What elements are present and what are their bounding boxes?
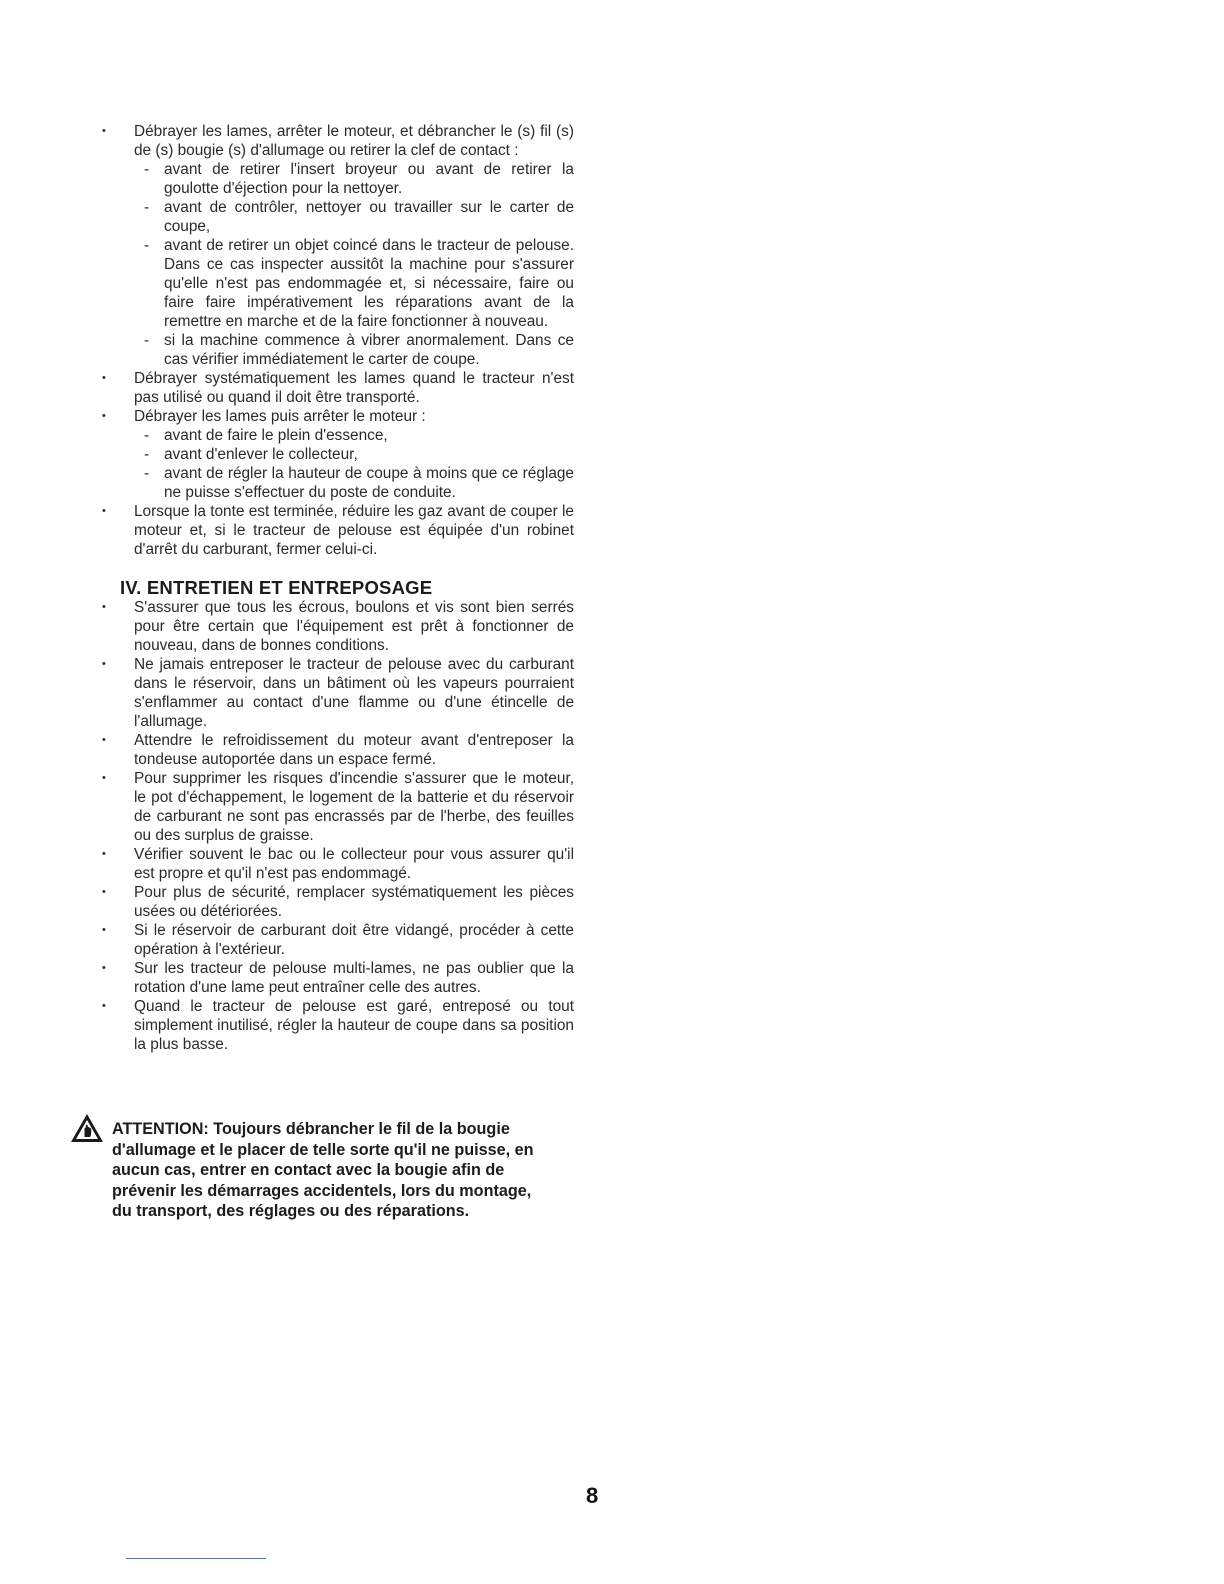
safety-list-top: [100, 122, 574, 559]
bullet-icon: •: [102, 962, 106, 974]
dash-icon: -: [144, 332, 150, 349]
list-item-text: Lorsque la tonte est terminée, réduire les gaz avant de couper le moteur et, si le tracteur de pelouse est équipée d'un robinet d'arrêt du carburant, fermer celui-ci.: [134, 503, 574, 558]
list-item: [100, 921, 574, 959]
list-item: [100, 655, 574, 731]
sub-list-item: [100, 445, 574, 464]
bullet-icon: •: [102, 924, 106, 936]
list-item-text: Ne jamais entreposer le tracteur de pelouse avec du carburant dans le réservoir, dans un bâtiment où les vapeurs pourraient s'enflammer au contact d'une flamme ou d'une étincelle de l'allumage.: [134, 656, 574, 730]
list-item: [100, 883, 574, 921]
list-item: [100, 959, 574, 997]
dash-icon: -: [144, 237, 150, 254]
list-item-text: Pour supprimer les risques d'incendie s'assurer que le moteur, le pot d'échappement, le logement de la batterie et du réservoir de carburant ne sont pas encrassés par de l'herbe, des feuilles ou des surplus de graisse.: [134, 770, 574, 844]
sub-list-item-text: avant de régler la hauteur de coupe à moins que ce réglage ne puisse s'effectuer du poste de conduite.: [164, 465, 574, 501]
list-item-text: Vérifier souvent le bac ou le collecteur pour vous assurer qu'il est propre et qu'il n'est pas endommagé.: [134, 846, 574, 882]
bullet-icon: •: [102, 658, 106, 670]
list-item-text: Débrayer systématiquement les lames quand le tracteur n'est pas utilisé ou quand il doit être transporté.: [134, 370, 574, 406]
sub-list-item-text: avant de retirer un objet coincé dans le tracteur de pelouse. Dans ce cas inspecter aussitôt la machine pour s'assurer qu'elle n'est pas endommagée et, si nécessaire, faire ou faire faire impérativement les réparations avant de la remettre en marche et de la faire fonctionner à nouveau.: [164, 237, 574, 330]
bullet-icon: •: [102, 886, 106, 898]
sub-list-item: [100, 331, 574, 369]
list-item-text: Attendre le refroidissement du moteur avant d'entreposer la tondeuse autoportée dans un espace fermé.: [134, 732, 574, 768]
list-item-text: Débrayer les lames, arrêter le moteur, et débrancher le (s) fil (s) de (s) bougie (s) d'allumage ou retirer la clef de contact :: [134, 123, 574, 159]
dash-icon: -: [144, 161, 150, 178]
list-item: [100, 731, 574, 769]
section-heading: IV. ENTRETIEN ET ENTREPOSAGE: [120, 577, 433, 598]
list-item: [100, 122, 574, 160]
bullet-icon: •: [102, 505, 106, 517]
list-item: [100, 407, 574, 426]
list-item-text: Débrayer les lames puis arrêter le moteur :: [134, 408, 426, 425]
sub-list-item: [100, 236, 574, 331]
list-item: [100, 502, 574, 559]
page-number: 8: [586, 1483, 599, 1508]
list-item-text: Si le réservoir de carburant doit être vidangé, procéder à cette opération à l'extérieur.: [134, 922, 574, 958]
dash-icon: -: [144, 465, 150, 482]
attention-text: ATTENTION: Toujours débrancher le fil de la bougie d'allumage et le placer de telle sorte qu'il ne puisse, en aucun cas, entrer en contact avec la bougie afin de prévenir les démarrages accidentels, lors du montage, du transport, des réglages ou des réparations.: [112, 1120, 534, 1220]
list-item: [100, 598, 574, 655]
bullet-icon: •: [102, 125, 106, 137]
warning-triangle-icon: [70, 1113, 104, 1143]
bullet-icon: •: [102, 601, 106, 613]
bullet-icon: •: [102, 410, 106, 422]
footer-rule: [126, 1558, 266, 1559]
list-item: [100, 769, 574, 845]
sub-list-item: [100, 426, 574, 445]
list-item-text: Quand le tracteur de pelouse est garé, entreposé ou tout simplement inutilisé, régler la hauteur de coupe dans sa position la plus basse.: [134, 998, 574, 1053]
dash-icon: -: [144, 199, 150, 216]
list-item-text: Sur les tracteur de pelouse multi-lames, ne pas oublier que la rotation d'une lame peut entraîner celle des autres.: [134, 960, 574, 996]
dash-icon: -: [144, 427, 150, 444]
sub-list-item-text: avant d'enlever le collecteur,: [164, 446, 358, 463]
bullet-icon: •: [102, 734, 106, 746]
list-item-text: S'assurer que tous les écrous, boulons et vis sont bien serrés pour être certain que l'équipement est prêt à fonctionner de nouveau, dans de bonnes conditions.: [134, 599, 574, 654]
bullet-icon: •: [102, 372, 106, 384]
sub-list-item-text: avant de contrôler, nettoyer ou travailler sur le carter de coupe,: [164, 199, 574, 235]
bullet-icon: •: [102, 848, 106, 860]
dash-icon: -: [144, 446, 150, 463]
sub-list-item: [100, 160, 574, 198]
attention-warning: [70, 1119, 550, 1222]
list-item: [100, 845, 574, 883]
sub-list-item-text: avant de retirer l'insert broyeur ou avant de retirer la goulotte d'éjection pour la nettoyer.: [164, 161, 574, 197]
bullet-icon: •: [102, 1000, 106, 1012]
list-item: [100, 997, 574, 1054]
text-column: [100, 122, 574, 1054]
sub-list-item: [100, 464, 574, 502]
sub-list-item-text: si la machine commence à vibrer anormalement. Dans ce cas vérifier immédiatement le carter de coupe.: [164, 332, 574, 368]
sub-list-item-text: avant de faire le plein d'essence,: [164, 427, 388, 444]
bullet-icon: •: [102, 772, 106, 784]
maintenance-list: [100, 598, 574, 1054]
list-item-text: Pour plus de sécurité, remplacer systématiquement les pièces usées ou détériorées.: [134, 884, 574, 920]
sub-list-item: [100, 198, 574, 236]
list-item: [100, 369, 574, 407]
